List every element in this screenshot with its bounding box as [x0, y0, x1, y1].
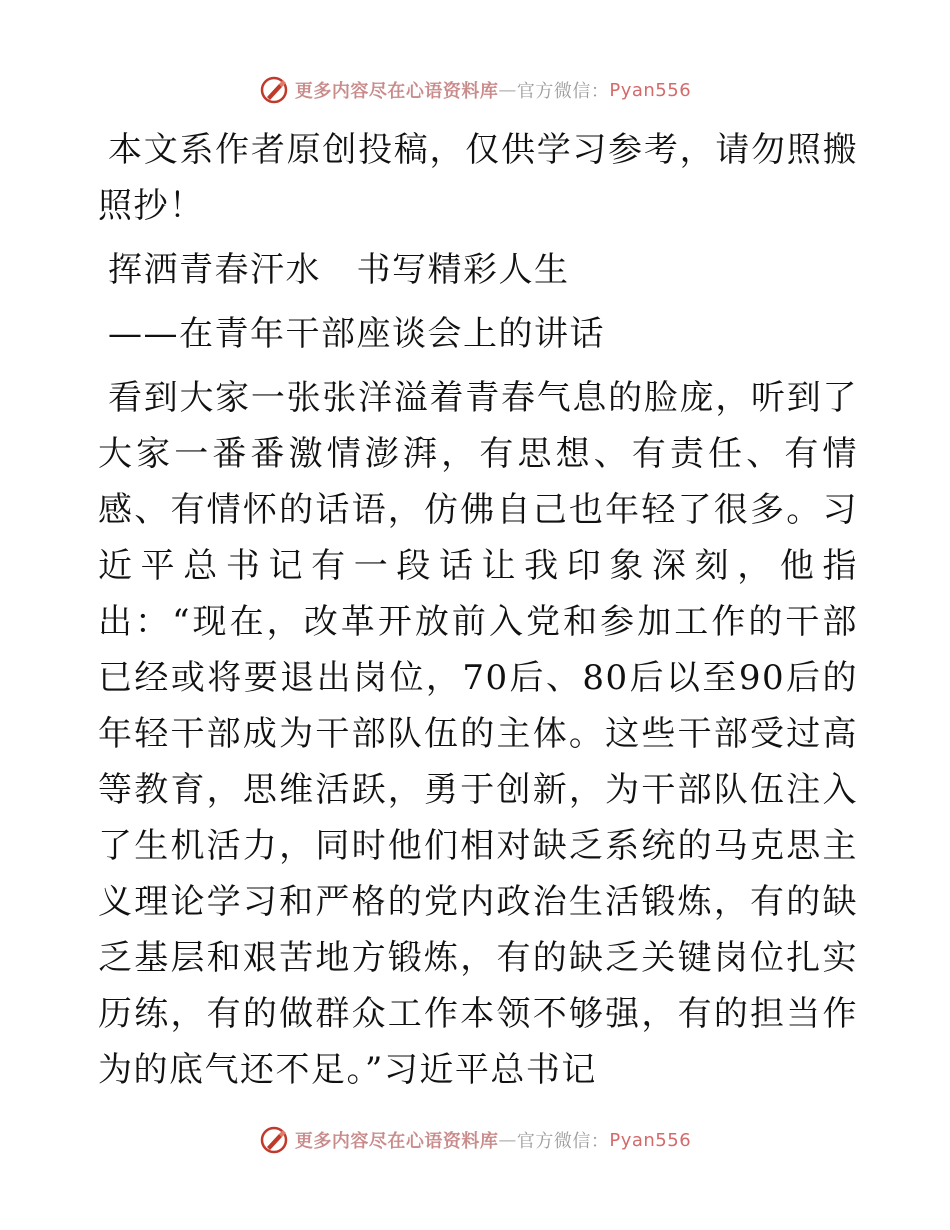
footer-watermark: [0, 1120, 950, 1160]
document-subtitle: ——在青年干部座谈会上的讲话: [108, 314, 605, 354]
watermark-separator: —: [498, 79, 517, 101]
watermark-separator: —: [498, 1129, 517, 1151]
watermark-label: 官方微信：: [516, 1131, 610, 1152]
body-paragraph: 看到大家一张张洋溢着青春气息的脸庞，听到了大家一番番激情澎湃，有思想、有责任、有情感、有情怀的话语，仿佛自己也年轻了很多。习近平总书记有一段话让我印象深刻，他指出：“现在，改革开放前入党和参加工作的干部已经或将要退出岗位，70后、80后以至90后的年轻干部成为干部队伍的主体。这些干部受过高等教育，思维活跃，勇于创新，为干部队伍注入了生机活力，同时他们相对缺乏系统的马克思主义理论学习和严格的党内政治生活锻炼，有的缺乏基层和艰苦地方锻炼，有的缺乏关键岗位扎实历练，有的做群众工作本领不够强，有的担当作为的底气还不足。”习近平总书记: [98, 378, 858, 1090]
watermark-wechat-id: Pyan556: [609, 1129, 692, 1151]
pen-logo-icon: [259, 1125, 289, 1155]
header-watermark: [0, 70, 950, 110]
document-content: [98, 122, 858, 1098]
pen-logo-icon: [259, 75, 289, 105]
copyright-notice: 本文系作者原创投稿，仅供学习参考，请勿照搬照抄！: [98, 130, 858, 226]
watermark-wechat-id: Pyan556: [609, 79, 692, 101]
watermark-label: 官方微信：: [516, 81, 610, 102]
document-title: 挥洒青春汗水 书写精彩人生: [108, 250, 570, 290]
watermark-main-text: 更多内容尽在心语资料库: [294, 81, 499, 102]
watermark-main-text: 更多内容尽在心语资料库: [294, 1131, 499, 1152]
